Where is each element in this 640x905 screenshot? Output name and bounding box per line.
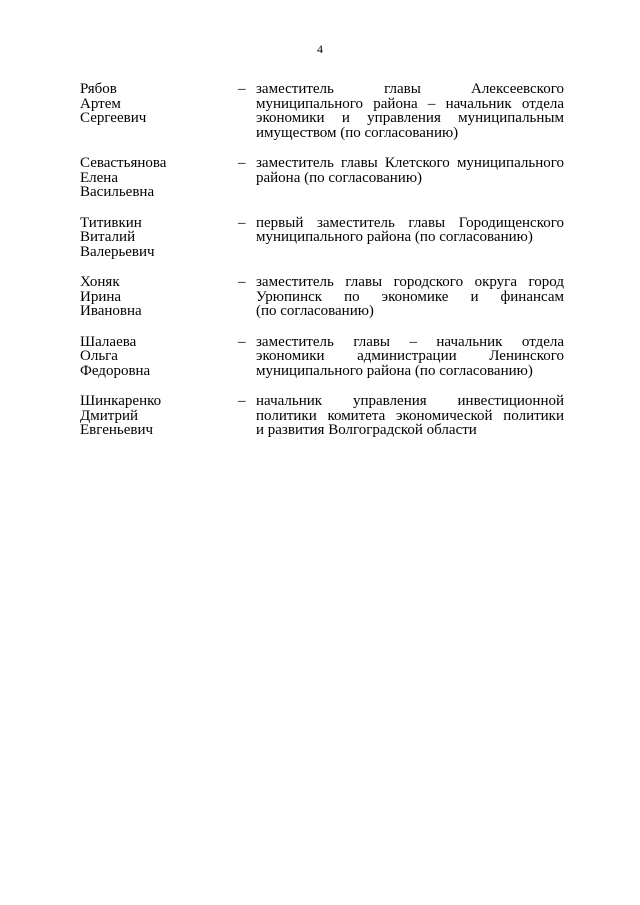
- position-line: заместитель главы Клетского муниципального: [256, 155, 564, 171]
- first-name: Виталий: [80, 229, 136, 245]
- page-bottom-edge: [0, 902, 640, 903]
- position-line: начальник управления инвестиционной: [256, 393, 564, 409]
- list-item: [80, 275, 564, 319]
- dash: –: [238, 81, 246, 97]
- patronymic: Валерьевич: [80, 243, 155, 260]
- list-item: [80, 216, 564, 260]
- first-name: Артем: [80, 95, 121, 112]
- position-line: политики комитета экономической политики: [256, 407, 564, 424]
- position-text: [256, 156, 564, 200]
- position-line: заместитель главы городского округа город: [256, 274, 564, 290]
- page-number: 4: [317, 42, 323, 56]
- person-name: [80, 156, 238, 200]
- position-text: [256, 275, 564, 319]
- dash: –: [238, 333, 246, 350]
- surname: Титивкин: [80, 214, 142, 231]
- position-line: экономики и управления муниципальным: [256, 110, 564, 126]
- dash: –: [238, 274, 246, 290]
- position-line: муниципального района (по согласованию): [256, 229, 533, 245]
- first-name: Ольга: [80, 348, 118, 364]
- person-name: [80, 82, 238, 140]
- first-name: Ирина: [80, 288, 122, 305]
- position-line: первый заместитель главы Городищенского: [256, 214, 564, 231]
- list-item: [80, 335, 564, 379]
- position-line: района (по согласованию): [256, 169, 423, 186]
- person-name: [80, 275, 238, 319]
- position-line: и развития Волгоградской области: [256, 422, 477, 438]
- surname: Хоняк: [80, 274, 120, 290]
- patronymic: Ивановна: [80, 303, 142, 319]
- dash: –: [238, 155, 246, 171]
- list-item: [80, 394, 564, 438]
- surname: Шалаева: [80, 333, 137, 350]
- surname: Севастьянова: [80, 155, 167, 171]
- position-text: [256, 216, 564, 260]
- person-name: [80, 335, 238, 379]
- dash: –: [238, 393, 246, 409]
- patronymic: Васильевна: [80, 184, 155, 200]
- position-line: имуществом (по согласованию): [256, 124, 459, 141]
- list-item: [80, 82, 564, 140]
- position-line: (по согласованию): [256, 303, 374, 319]
- person-name: [80, 394, 238, 438]
- patronymic: Евгеньевич: [80, 422, 154, 438]
- patronymic: Сергеевич: [80, 110, 147, 126]
- first-name: Елена: [80, 169, 118, 186]
- position-line: заместитель главы – начальник отдела: [256, 333, 564, 350]
- position-text: [256, 394, 564, 438]
- member-list: [80, 82, 564, 454]
- position-line: Урюпинск по экономике и финансам: [256, 288, 564, 305]
- dash: –: [238, 214, 246, 231]
- surname: Рябов: [80, 81, 117, 97]
- position-line: экономики администрации Ленинского: [256, 348, 564, 364]
- surname: Шинкаренко: [80, 393, 162, 409]
- position-line: заместитель главы Алексеевского: [256, 81, 564, 97]
- first-name: Дмитрий: [80, 407, 139, 424]
- person-name: [80, 216, 238, 260]
- list-item: [80, 156, 564, 200]
- patronymic: Федоровна: [80, 362, 151, 379]
- position-line: муниципального района – начальник отдела: [256, 95, 564, 112]
- position-text: [256, 335, 564, 379]
- position-line: муниципального района (по согласованию): [256, 362, 533, 379]
- position-text: [256, 82, 564, 140]
